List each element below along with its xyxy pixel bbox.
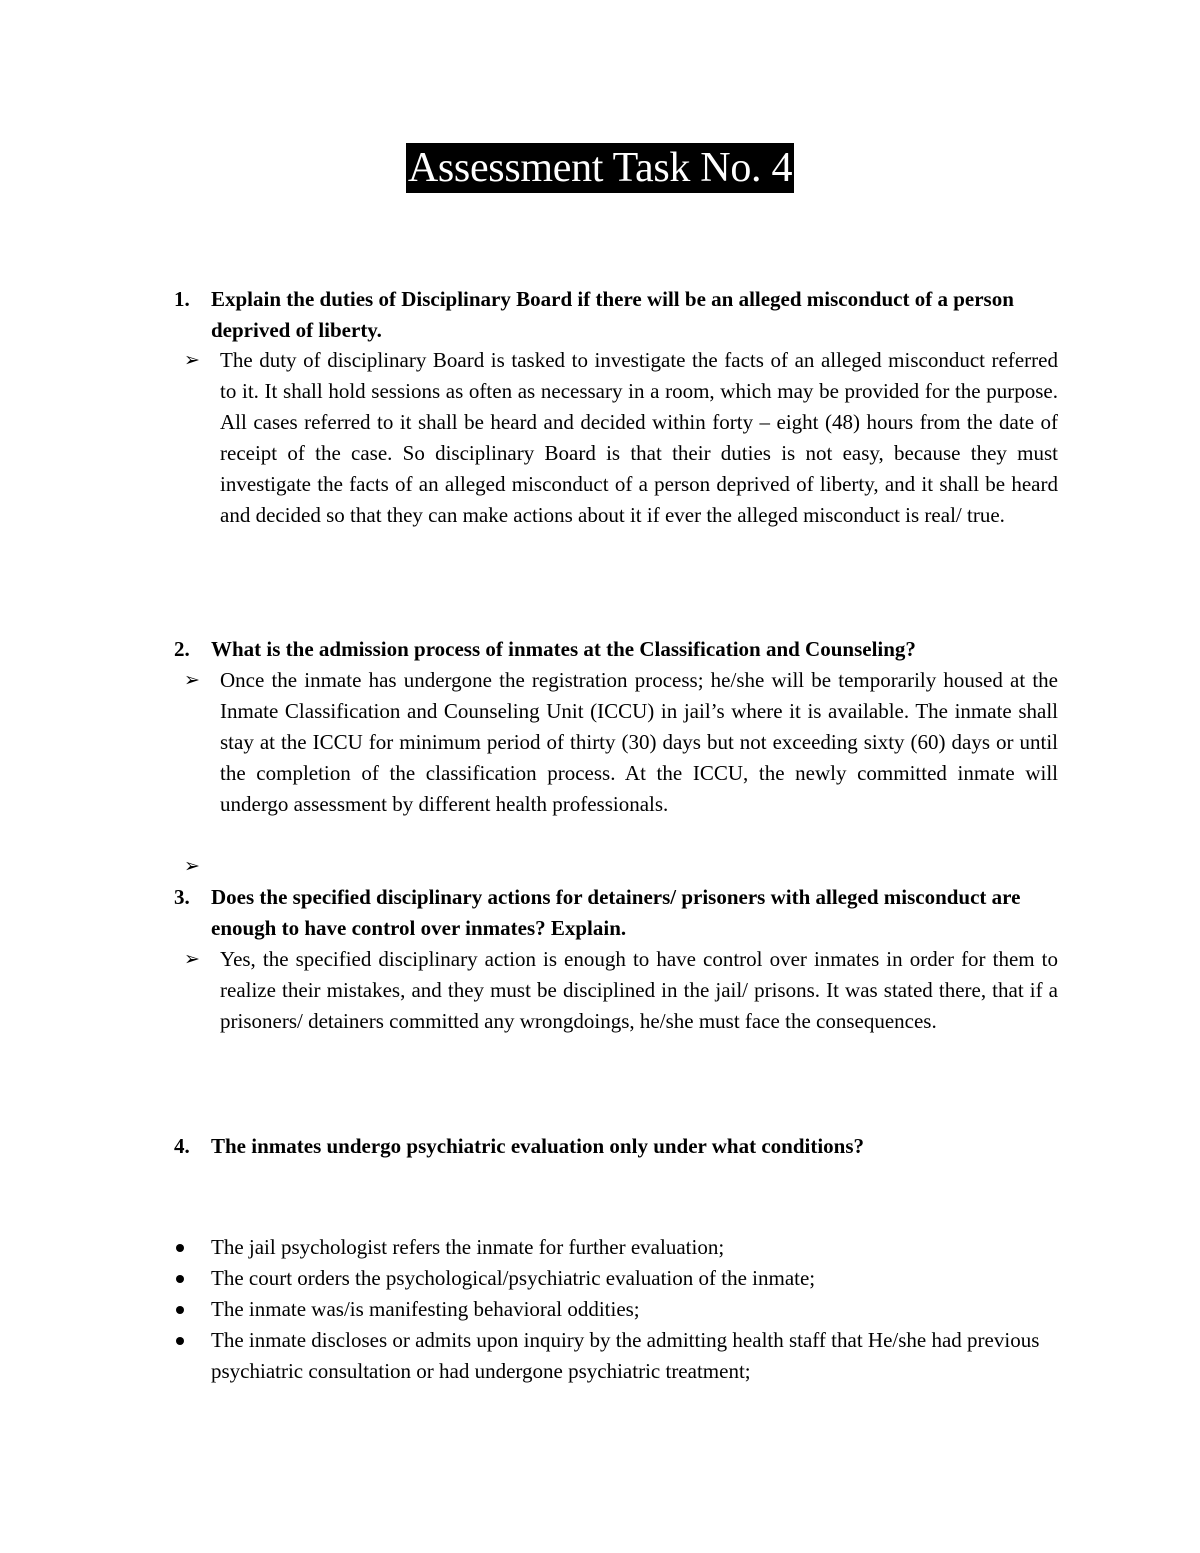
arrow-bullet-icon: ➢ — [184, 855, 200, 877]
question-number: 4. — [174, 1134, 190, 1158]
question-text: The inmates undergo psychiatric evaluation only under what conditions? — [211, 1134, 865, 1158]
answer-text: Yes, the specified disciplinary action is enough to have control over inmates in order for them to realize their mistakes, and they must be disciplined in the jail/ prisons. It was stated there, that if a prisoners/ detainers committed any wrongdoings, he/she must face the consequences. — [220, 947, 1058, 1033]
bullet-dot-icon — [176, 1337, 184, 1345]
arrow-bullet-icon: ➢ — [184, 669, 200, 691]
bullet-dot-icon — [176, 1306, 184, 1314]
question-number: 2. — [174, 637, 190, 661]
question-number: 1. — [174, 287, 190, 311]
answer-2 — [184, 665, 1058, 820]
question-3 — [174, 882, 1064, 944]
page-title: Assessment Task No. 4 — [407, 145, 793, 191]
arrow-bullet-icon: ➢ — [184, 349, 200, 371]
list-item-text: The jail psychologist refers the inmate for further evaluation; — [211, 1235, 725, 1259]
question-1 — [174, 284, 1064, 346]
question-number: 3. — [174, 885, 190, 909]
list-item-text: The court orders the psychological/psychiatric evaluation of the inmate; — [211, 1266, 816, 1290]
conditions-list — [174, 1232, 1064, 1387]
list-item — [174, 1263, 1064, 1294]
list-item — [174, 1325, 1064, 1387]
title-container — [0, 143, 1200, 193]
list-item-text: The inmate discloses or admits upon inquiry by the admitting health staff that He/she had previous psychiatric consultation or had undergone psychiatric treatment; — [211, 1328, 1040, 1383]
bullet-dot-icon — [176, 1275, 184, 1283]
question-4 — [174, 1131, 1064, 1162]
bullet-dot-icon — [176, 1244, 184, 1252]
answer-1 — [184, 345, 1058, 531]
arrow-bullet-icon: ➢ — [184, 948, 200, 970]
question-text: Does the specified disciplinary actions for detainers/ prisoners with alleged misconduct are enough to have control over inmates? Explain. — [211, 885, 1021, 940]
answer-text: The duty of disciplinary Board is tasked to investigate the facts of an alleged misconduct referred to it. It shall hold sessions as often as necessary in a room, which may be provided for the purpose. All cases referred to it shall be heard and decided within forty – eight (48) hours from the date of receipt of the case. So disciplinary Board is that their duties is not easy, because they must investigate the facts of an alleged misconduct of a person deprived of liberty, and it shall be heard and decided so that they can make actions about it if ever the alleged misconduct is real/ true. — [220, 348, 1058, 527]
list-item — [174, 1232, 1064, 1263]
answer-text: Once the inmate has undergone the registration process; he/she will be temporarily housed at the Inmate Classification and Counseling Unit (ICCU) in jail’s where it is available. The inmate shall stay at the ICCU for minimum period of thirty (30) days but not exceeding sixty (60) days or until the completion of the classification process. At the ICCU, the newly committed inmate will undergo assessment by different health professionals. — [220, 668, 1058, 816]
question-text: What is the admission process of inmates at the Classification and Counseling? — [211, 637, 916, 661]
list-item — [174, 1294, 1064, 1325]
question-2 — [174, 634, 1064, 665]
list-item-text: The inmate was/is manifesting behavioral oddities; — [211, 1297, 640, 1321]
question-text: Explain the duties of Disciplinary Board if there will be an alleged misconduct of a person deprived of liberty. — [211, 287, 1014, 342]
answer-3 — [184, 944, 1058, 1037]
